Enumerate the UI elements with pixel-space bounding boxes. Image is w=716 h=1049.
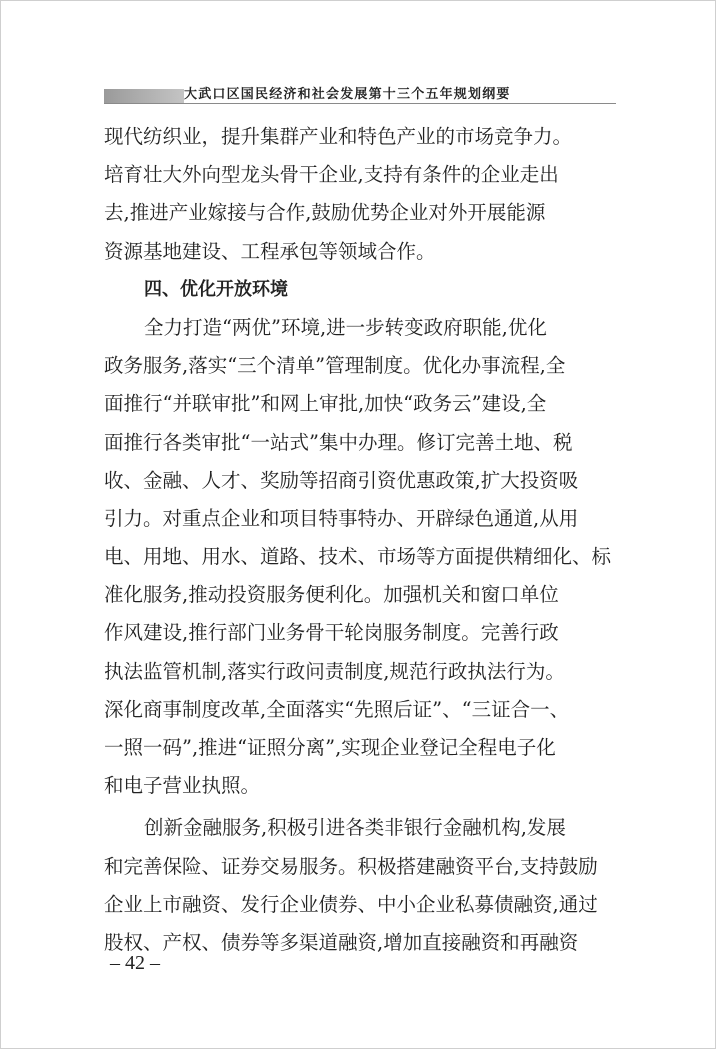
paragraph-line: 和电子营业执照。 [104, 774, 261, 798]
paragraph-line: 面推行各类审批“一站式”集中办理。修订完善土地、税 [104, 430, 573, 454]
paragraph-line: 全力打造“两优”环境,进一步转变政府职能,优化 [144, 315, 547, 339]
paragraph-line: 作风建设,推行部门业务骨干轮岗服务制度。完善行政 [104, 621, 559, 645]
paragraph-line: 面推行“并联审批”和网上审批,加快“政务云”建设,全 [104, 392, 547, 416]
running-header-title: 大武口区国民经济和社会发展第十三个五年规划纲要 [184, 87, 511, 102]
paragraph-line: 执法监管机制,落实行政问责制度,规范行政执法行为。 [104, 659, 565, 683]
page-number: – 42 – [110, 952, 160, 974]
paragraph-line: 去,推进产业嫁接与合作,鼓励优势企业对外开展能源 [104, 201, 546, 225]
paragraph-line: 电、用地、用水、道路、技术、市场等方面提供精细化、标 [104, 545, 612, 569]
paragraph-line: 创新金融服务,积极引进各类非银行金融机构,发展 [144, 816, 566, 840]
header-rule [104, 103, 616, 104]
paragraph-line: 一照一码”,推进“证照分离”,实现企业登记全程电子化 [104, 736, 556, 759]
header-decorative-bar [104, 89, 184, 103]
paragraph-line: 培育壮大外向型龙头骨干企业,支持有条件的企业走出 [104, 163, 559, 187]
paragraph-line: 资源基地建设、工程承包等领域合作。 [104, 239, 436, 263]
paragraph-line: 深化商事制度改革,全面落实“先照后证”、“三证合一、 [104, 697, 570, 721]
paragraph-line: 收、金融、人才、奖励等招商引资优惠政策,扩大投资吸 [104, 468, 579, 492]
body-text [104, 118, 616, 962]
paragraph-line: 股权、产权、债券等多渠道融资,增加直接融资和再融资 [104, 930, 579, 954]
paragraph-line: 现代纺织业，提升集群产业和特色产业的市场竞争力。 [104, 125, 573, 148]
paragraph-line: 企业上市融资、发行企业债券、中小企业私募债融资,通过 [104, 892, 598, 916]
paragraph-line: 政务服务,落实“三个清单”管理制度。优化办事流程,全 [104, 354, 566, 378]
section-heading: 四、优化开放环境 [144, 278, 288, 300]
paragraph-line: 准化服务,推动投资服务便利化。加强机关和窗口单位 [104, 583, 559, 607]
paragraph-line: 引力。对重点企业和项目特事特办、开辟绿色通道,从用 [104, 506, 579, 530]
paragraph-line: 和完善保险、证券交易服务。积极搭建融资平台,支持鼓励 [104, 854, 598, 878]
